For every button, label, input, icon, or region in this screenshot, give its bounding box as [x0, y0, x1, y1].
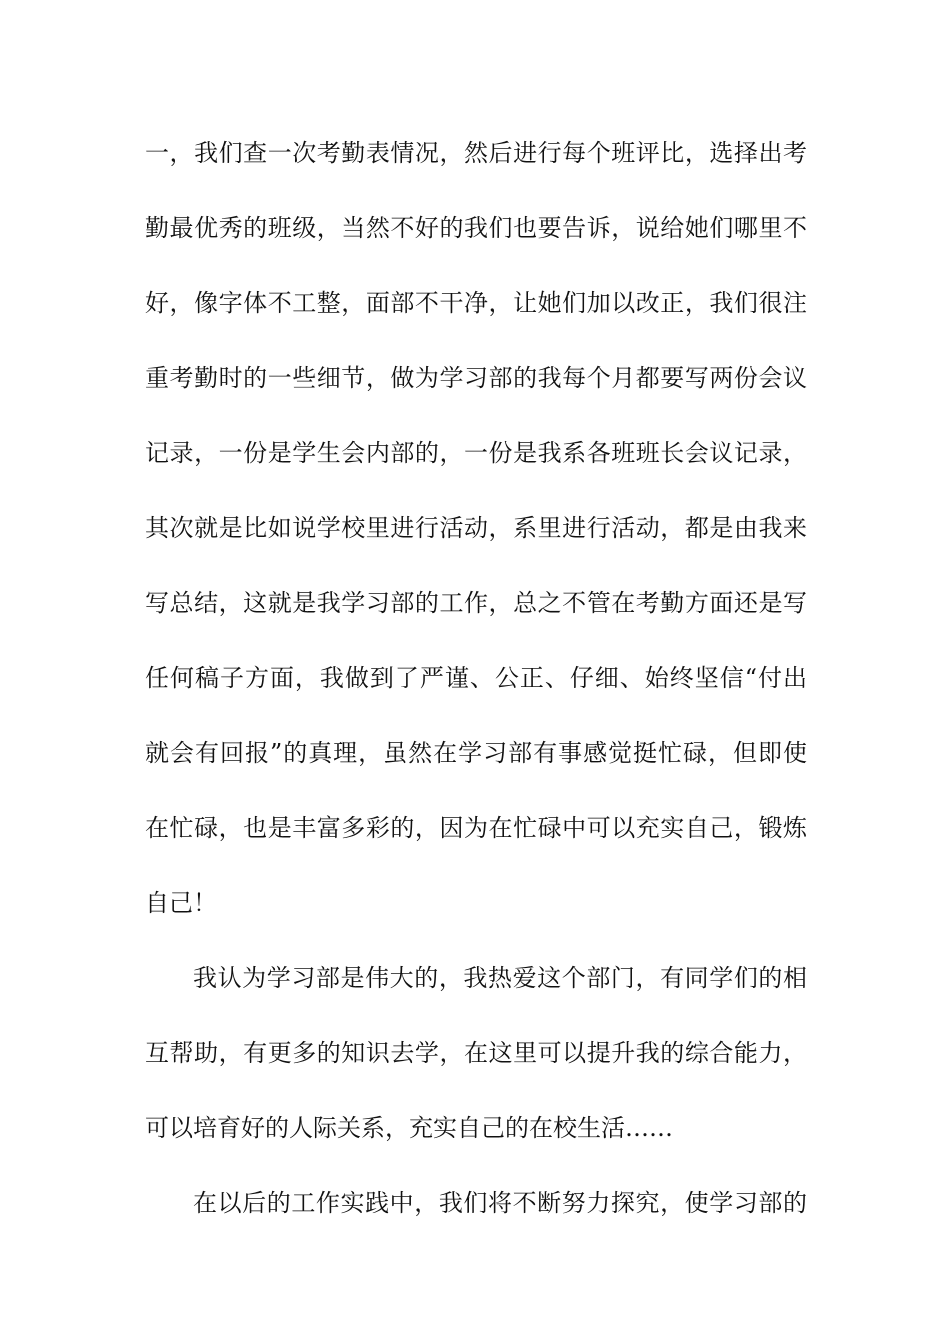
text-line: 好，像字体不工整，面部不干净，让她们加以改正，我们很注 [145, 289, 807, 317]
text-line: 任何稿子方面，我做到了严谨、公正、仔细、始终坚信“付出 [145, 664, 807, 692]
body-text [145, 128, 807, 1253]
text-line: 就会有回报”的真理，虽然在学习部有事感觉挺忙碌，但即使 [145, 739, 807, 767]
text-line: 勤最优秀的班级，当然不好的我们也要告诉，说给她们哪里不 [145, 214, 807, 242]
text-line: 在忙碌，也是丰富多彩的，因为在忙碌中可以充实自己，锻炼 [145, 814, 807, 842]
text-line: 写总结，这就是我学习部的工作，总之不管在考勤方面还是写 [145, 589, 807, 617]
text-line: 重考勤时的一些细节，做为学习部的我每个月都要写两份会议 [145, 364, 807, 392]
text-line: 可以培育好的人际关系，充实自己的在校生活…… [145, 1114, 673, 1142]
text-line: 记录，一份是学生会内部的，一份是我系各班班长会议记录， [145, 439, 807, 467]
text-line: 一，我们查一次考勤表情况，然后进行每个班评比，选择出考 [145, 139, 807, 167]
text-line: 其次就是比如说学校里进行活动，系里进行活动，都是由我来 [145, 514, 807, 542]
text-line: 互帮助，有更多的知识去学，在这里可以提升我的综合能力， [145, 1039, 807, 1067]
paragraph-first-line: 我认为学习部是伟大的，我热爱这个部门，有同学们的相 [193, 964, 807, 992]
paragraph-first-line: 在以后的工作实践中，我们将不断努力探究，使学习部的 [193, 1189, 807, 1217]
text-line: 自己！ [145, 889, 217, 917]
